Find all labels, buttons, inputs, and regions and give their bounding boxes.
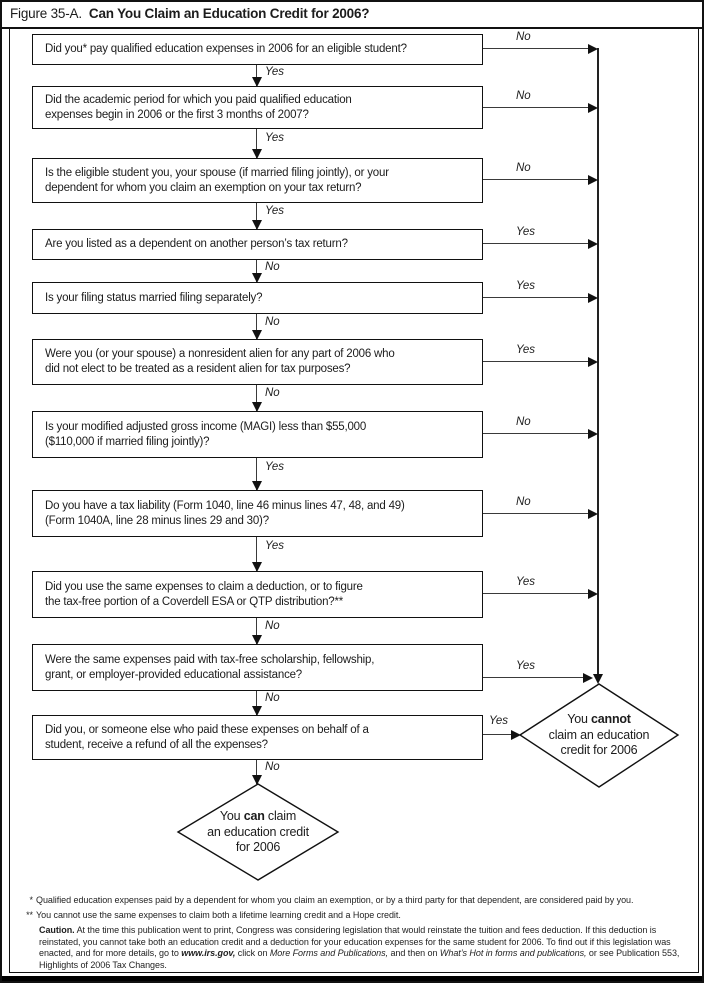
question-text: (Form 1040A, line 28 minus lines 29 and 30)? bbox=[45, 514, 269, 527]
question-box-4 bbox=[32, 229, 483, 260]
arrowhead-right-icon bbox=[588, 44, 598, 54]
arrowhead-right-icon bbox=[583, 673, 593, 683]
branch-label-2: No bbox=[516, 90, 531, 102]
branch-arrow-10 bbox=[483, 677, 585, 678]
branch-label-10: Yes bbox=[516, 660, 535, 672]
question-text: Is your modified adjusted gross income (MAGI) less than $55,000 bbox=[45, 420, 367, 433]
question-text: Were you (or your spouse) a nonresident alien for any part of 2006 who bbox=[45, 348, 395, 360]
question-text: grant, or employer-provided educational assistance? bbox=[45, 668, 303, 681]
question-text: dependent for whom you claim an exemption on your tax return? bbox=[45, 181, 362, 194]
caution-label: Caution. bbox=[39, 925, 75, 935]
branch-label-9: Yes bbox=[516, 576, 535, 588]
outcome-text: an education credit bbox=[207, 824, 309, 839]
question-text: ($110,000 if married filing jointly)? bbox=[45, 435, 210, 448]
arrowhead-down-icon bbox=[252, 481, 262, 491]
footnotes bbox=[20, 895, 698, 971]
outcome-text: claim bbox=[264, 809, 297, 823]
caution-text: and then on bbox=[388, 948, 440, 958]
arrowhead-down-icon bbox=[252, 706, 262, 716]
connector-label-1: Yes bbox=[265, 66, 284, 78]
branch-arrow-4 bbox=[483, 243, 590, 244]
arrowhead-down-icon bbox=[252, 149, 262, 159]
arrowhead-right-icon bbox=[588, 239, 598, 249]
connector-label-9: No bbox=[265, 620, 280, 632]
caution-text: At the time this publication went to print, Congress was considering legislation that would reinstate the tuition and fees deduction. If this deduction is reinstated, you cannot take both an education credit and a deduction for your education expenses for the same student for 2006. To find out if this legislation was enacted, and for more details, go to bbox=[39, 925, 671, 958]
connector-label-2: Yes bbox=[265, 132, 284, 144]
branch-arrow-7 bbox=[483, 433, 590, 434]
branch-label-7: No bbox=[516, 416, 531, 428]
branch-arrow-3 bbox=[483, 179, 590, 180]
branch-arrow-6 bbox=[483, 361, 590, 362]
question-text: student, receive a refund of all the expenses? bbox=[45, 738, 268, 751]
question-box-2 bbox=[32, 86, 483, 129]
question-box-11 bbox=[32, 715, 483, 760]
arrowhead-down-icon bbox=[252, 402, 262, 412]
question-box-5 bbox=[32, 282, 483, 314]
arrowhead-right-icon bbox=[588, 103, 598, 113]
outcome-text-bold: can bbox=[243, 809, 265, 823]
page-bottom-rule bbox=[2, 976, 702, 981]
branch-label-3: No bbox=[516, 162, 531, 174]
footnote-1 bbox=[20, 895, 698, 907]
question-box-10 bbox=[32, 644, 483, 691]
caution-text: click on bbox=[235, 948, 270, 958]
outcome-text: claim an education bbox=[548, 727, 650, 742]
question-text: did not elect to be treated as a resident alien for tax purposes? bbox=[45, 363, 351, 375]
caution-link-text: More Forms and Publications, bbox=[269, 948, 389, 958]
caution-url: www.irs.gov, bbox=[181, 948, 236, 958]
question-text: Is the eligible student you, your spouse (if married filing jointly), or your bbox=[45, 166, 389, 179]
footnote-2 bbox=[20, 910, 698, 922]
connector-label-7: Yes bbox=[265, 461, 284, 473]
branch-arrow-5 bbox=[483, 297, 590, 298]
question-box-9 bbox=[32, 571, 483, 618]
footnote-2-marker: ** bbox=[26, 910, 33, 920]
question-text: Do you have a tax liability (Form 1040, line 46 minus lines 47, 48, and 49) bbox=[45, 499, 405, 512]
outcome-text: for 2006 bbox=[235, 840, 281, 854]
caution-link-text: What’s Hot in forms and publications, bbox=[439, 948, 587, 958]
question-box-3 bbox=[32, 158, 483, 203]
question-text: Did the academic period for which you paid qualified education bbox=[45, 93, 352, 106]
caution-text: or see Publication 553, Highlights of 2006 Tax Changes. bbox=[39, 948, 680, 970]
question-box-6 bbox=[32, 339, 483, 385]
question-text: the tax-free portion of a Coverdell ESA or QTP distribution?** bbox=[45, 595, 344, 608]
branch-arrow-9 bbox=[483, 593, 590, 594]
connector-label-11: No bbox=[265, 761, 280, 773]
figure-title bbox=[10, 6, 700, 21]
arrowhead-down-icon bbox=[252, 562, 262, 572]
connector-label-4: No bbox=[265, 261, 280, 273]
arrowhead-right-icon bbox=[588, 357, 598, 367]
branch-arrow-11 bbox=[483, 734, 512, 735]
outcome-text: credit for 2006 bbox=[560, 743, 638, 757]
arrowhead-right-icon bbox=[588, 293, 598, 303]
outcome-can-text bbox=[188, 809, 328, 856]
arrowhead-down-icon bbox=[252, 635, 262, 645]
figure-title-text: Can You Claim an Education Credit for 2006? bbox=[88, 6, 370, 21]
question-box-1 bbox=[32, 34, 483, 65]
branch-arrow-1 bbox=[483, 48, 590, 49]
outcome-text-bold: cannot bbox=[591, 712, 631, 726]
caution-note bbox=[39, 925, 698, 971]
connector-label-8: Yes bbox=[265, 540, 284, 552]
footnote-2-text: You cannot use the same expenses to claim both a lifetime learning credit and a Hope credit. bbox=[36, 910, 401, 920]
arrowhead-down-icon bbox=[252, 77, 262, 87]
arrowhead-right-icon bbox=[588, 429, 598, 439]
branch-label-1: No bbox=[516, 31, 531, 43]
outcome-cannot-text bbox=[529, 712, 669, 759]
question-text: Are you listed as a dependent on another person’s tax return? bbox=[45, 238, 348, 250]
connector-label-3: Yes bbox=[265, 205, 284, 217]
branch-arrow-2 bbox=[483, 107, 590, 108]
footnote-1-marker: * bbox=[29, 895, 33, 905]
connector-label-10: No bbox=[265, 692, 280, 704]
question-box-8 bbox=[32, 490, 483, 537]
question-box-7 bbox=[32, 411, 483, 458]
question-text: Did you, or someone else who paid these expenses on behalf of a bbox=[45, 723, 369, 736]
arrowhead-right-icon bbox=[588, 175, 598, 185]
arrowhead-right-icon bbox=[588, 589, 598, 599]
connector-label-6: No bbox=[265, 387, 280, 399]
arrowhead-down-icon bbox=[252, 220, 262, 230]
question-text: Did you use the same expenses to claim a deduction, or to figure bbox=[45, 580, 363, 593]
figure-number: Figure 35-A. bbox=[10, 6, 82, 21]
branch-label-4: Yes bbox=[516, 226, 535, 238]
branch-label-11: Yes bbox=[489, 715, 508, 727]
question-text: Did you* pay qualified education expenses in 2006 for an eligible student? bbox=[45, 43, 407, 55]
question-text: Is your filing status married filing separately? bbox=[45, 291, 263, 304]
connector-label-5: No bbox=[265, 316, 280, 328]
branch-arrow-8 bbox=[483, 513, 590, 514]
branch-label-8: No bbox=[516, 496, 531, 508]
arrowhead-down-icon bbox=[252, 273, 262, 283]
branch-label-6: Yes bbox=[516, 344, 535, 356]
branch-label-5: Yes bbox=[516, 280, 535, 292]
question-text: expenses begin in 2006 or the first 3 months of 2007? bbox=[45, 108, 309, 121]
question-text: Were the same expenses paid with tax-free scholarship, fellowship, bbox=[45, 653, 375, 666]
outcome-text: You bbox=[219, 809, 244, 823]
footnote-1-text: Qualified education expenses paid by a dependent for whom you claim an exemption, or by a third party for that dependent, are considered paid by you. bbox=[36, 895, 634, 905]
outcome-text: You bbox=[567, 712, 591, 726]
arrowhead-down-icon bbox=[252, 330, 262, 340]
arrowhead-right-icon bbox=[588, 509, 598, 519]
